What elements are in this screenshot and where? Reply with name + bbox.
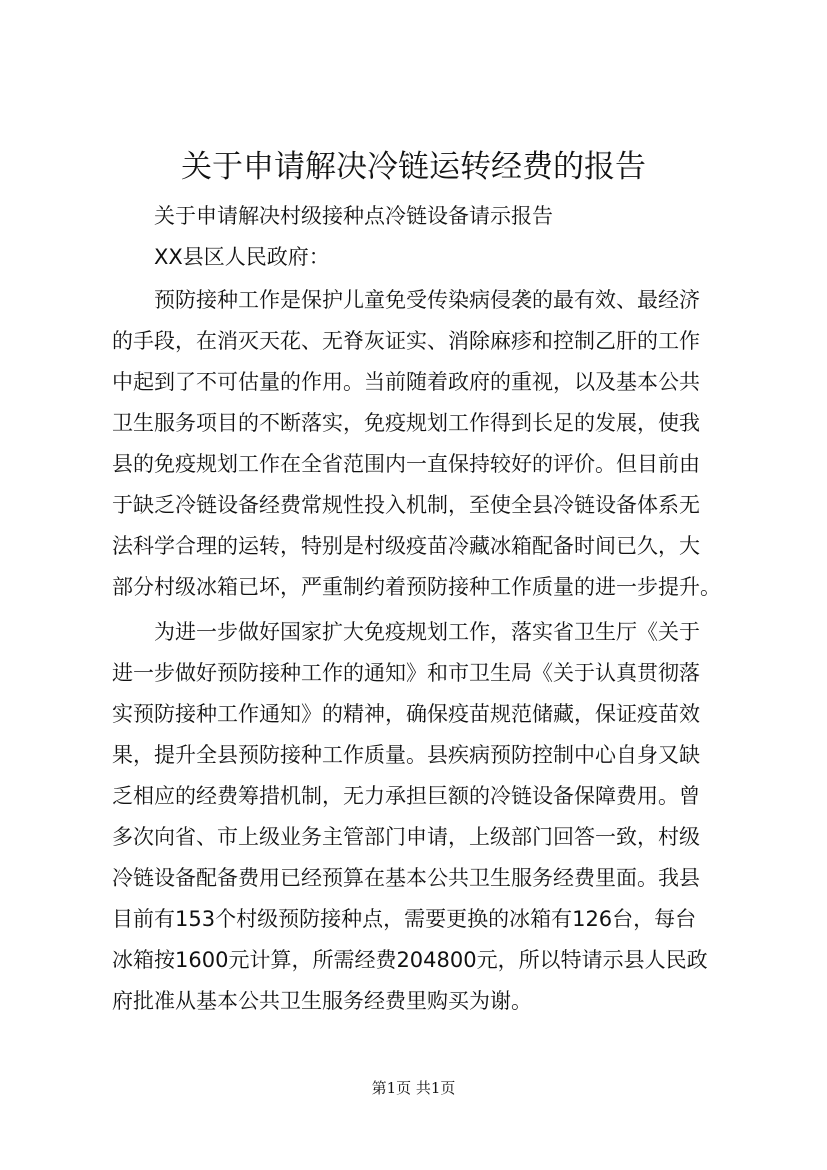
page-footer: 第1页 共1页	[371, 1079, 456, 1097]
paragraph-line: 卫生服务项目的不断落实，免疫规划工作得到长足的发展，使我	[112, 411, 700, 435]
document-subtitle	[112, 196, 752, 237]
paragraph-2	[112, 612, 752, 1022]
document-title: 关于申请解决冷链运转经费的报告	[181, 149, 646, 185]
paragraph-1	[112, 280, 752, 608]
paragraph-line: 多次向省、市上级业务主管部门申请，上级部门回答一致，村级	[112, 825, 700, 849]
paragraph-line: 的手段，在消灭天花、无脊灰证实、消除麻疹和控制乙肝的工作	[112, 329, 700, 353]
paragraph-line: 法科学合理的运转，特别是村级疫苗冷藏冰箱配备时间已久，大	[112, 534, 700, 558]
paragraph-line: 中起到了不可估量的作用。当前随着政府的重视，以及基本公共	[112, 370, 700, 394]
paragraph-line: 冰箱按1600元计算，所需经费204800元，所以特请示县人民政	[112, 948, 708, 972]
paragraph-line: 县的免疫规划工作在全省范围内一直保持较好的评价。但目前由	[112, 452, 700, 476]
salutation-line: XX县区人民政府：	[154, 245, 330, 269]
paragraph-line: 进一步做好预防接种工作的通知》和市卫生局《关于认真贯彻落	[112, 661, 700, 685]
paragraph-line: 实预防接种工作通知》的精神，确保疫苗规范储藏，保证疫苗效	[112, 702, 700, 726]
paragraph-line: 为进一步做好国家扩大免疫规划工作，落实省卫生厅《关于	[154, 620, 700, 644]
paragraph-line: 果，提升全县预防接种工作质量。县疾病预防控制中心自身又缺	[112, 743, 700, 767]
paragraph-line: 预防接种工作是保护儿童免受传染病侵袭的最有效、最经济	[154, 288, 700, 312]
paragraph-line: 目前有153个村级预防接种点，需要更换的冰箱有126台，每台	[112, 907, 697, 931]
subtitle-line: 关于申请解决村级接种点冷链设备请示报告	[154, 204, 553, 228]
paragraph-line: 部分村级冰箱已坏，严重制约着预防接种工作质量的进一步提升。	[112, 575, 721, 599]
paragraph-line: 冷链设备配备费用已经预算在基本公共卫生服务经费里面。我县	[112, 866, 700, 890]
salutation	[112, 237, 752, 278]
paragraph-line: 府批准从基本公共卫生服务经费里购买为谢。	[112, 989, 532, 1013]
paragraph-line: 于缺乏冷链设备经费常规性投入机制，至使全县冷链设备体系无	[112, 493, 700, 517]
paragraph-line: 乏相应的经费筹措机制，无力承担巨额的冷链设备保障费用。曾	[112, 784, 700, 808]
